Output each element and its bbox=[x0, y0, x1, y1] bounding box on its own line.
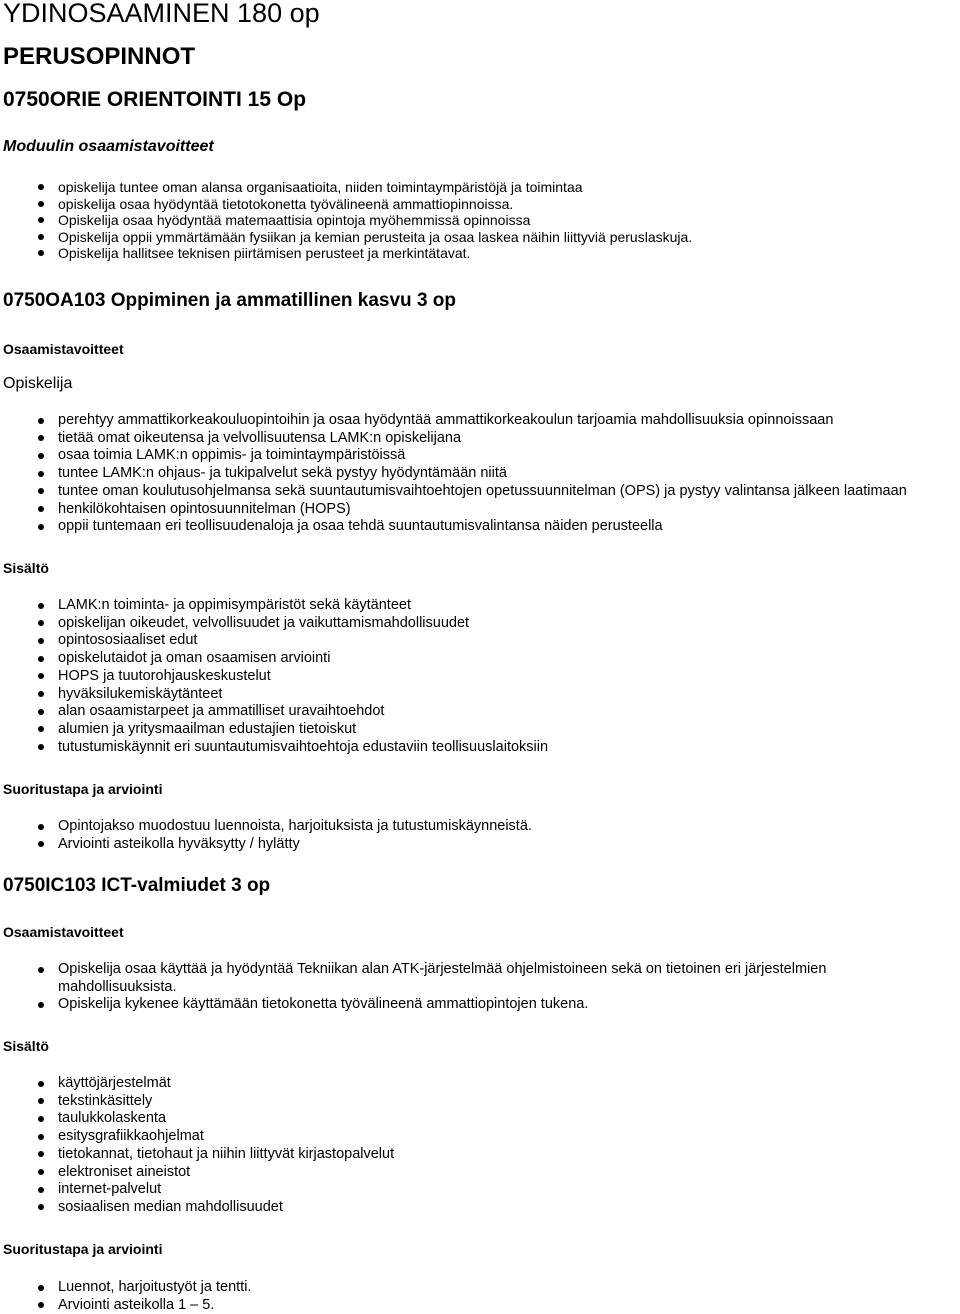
goals-heading: Osaamistavoitteet bbox=[3, 341, 124, 357]
course-content-list bbox=[0, 1075, 394, 1217]
list-item: opintososiaaliset edut bbox=[0, 632, 548, 650]
list-item: tekstinkäsittely bbox=[0, 1093, 394, 1111]
goals-heading: Osaamistavoitteet bbox=[3, 924, 124, 940]
course-goals-list bbox=[0, 961, 898, 1014]
list-item: opiskelija tuntee oman alansa organisaatioita, niiden toimintaympäristöjä ja toimintaa bbox=[0, 179, 692, 196]
list-item: internet-palvelut bbox=[0, 1181, 394, 1199]
list-item: oppii tuntemaan eri teollisuudenaloja ja osaa tehdä suuntautumisvalintansa näiden perusteella bbox=[0, 518, 907, 536]
list-item: HOPS ja tuutorohjauskeskustelut bbox=[0, 668, 548, 686]
list-item: Opiskelija kykenee käyttämään tietokonetta työvälineenä ammattiopintojen tukena. bbox=[0, 996, 898, 1014]
list-item: Arviointi asteikolla 1 – 5. bbox=[0, 1297, 251, 1314]
list-item: alumien ja yritysmaailman edustajien tietoiskut bbox=[0, 721, 548, 739]
list-item: opiskelija osaa hyödyntää tietotokonetta työvälineenä ammattiopinnoissa. bbox=[0, 196, 692, 213]
list-item: Luennot, harjoitustyöt ja tentti. bbox=[0, 1279, 251, 1297]
section-heading: PERUSOPINNOT bbox=[3, 43, 196, 70]
list-item: Opiskelija osaa käyttää ja hyödyntää Tekniikan alan ATK-järjestelmää ohjelmistoineen sekä on tietoinen eri järjestelmien mahdollisuuksista. bbox=[0, 961, 898, 996]
assessment-heading: Suoritustapa ja arviointi bbox=[3, 781, 163, 797]
course-goals-list bbox=[0, 412, 907, 536]
course-title: 0750IC103 ICT-valmiudet 3 op bbox=[3, 875, 271, 896]
list-item: tietokannat, tietohaut ja niihin liittyvät kirjastopalvelut bbox=[0, 1146, 394, 1164]
list-item: osaa toimia LAMK:n oppimis- ja toimintaympäristöissä bbox=[0, 447, 907, 465]
student-label: Opiskelija bbox=[3, 375, 73, 392]
list-item: LAMK:n toiminta- ja oppimisympäristöt sekä käytänteet bbox=[0, 597, 548, 615]
main-heading: YDINOSAAMINEN 180 op bbox=[3, 0, 320, 28]
list-item: tuntee oman koulutusohjelmansa sekä suuntautumisvaihtoehtojen opetussuunnitelman (OPS) ja pystyy valintansa jälkeen laatimaan bbox=[0, 483, 907, 501]
list-item: hyväksilukemiskäytänteet bbox=[0, 686, 548, 704]
list-item: tutustumiskäynnit eri suuntautumisvaihtoehtoja edustaviin teollisuuslaitoksiin bbox=[0, 739, 548, 757]
list-item: Arviointi asteikolla hyväksytty / hylätty bbox=[0, 836, 532, 854]
list-item: henkilökohtaisen opintosuunnitelman (HOPS) bbox=[0, 501, 907, 519]
list-item: elektroniset aineistot bbox=[0, 1164, 394, 1182]
course-title: 0750OA103 Oppiminen ja ammatillinen kasvu 3 op bbox=[3, 290, 457, 311]
list-item: Opintojakso muodostuu luennoista, harjoituksista ja tutustumiskäynneistä. bbox=[0, 818, 532, 836]
list-item: opiskelijan oikeudet, velvollisuudet ja vaikuttamismahdollisuudet bbox=[0, 615, 548, 633]
content-heading: Sisältö bbox=[3, 560, 49, 576]
list-item: taulukkolaskenta bbox=[0, 1110, 394, 1128]
assessment-heading: Suoritustapa ja arviointi bbox=[3, 1241, 163, 1257]
list-item: opiskelutaidot ja oman osaamisen arviointi bbox=[0, 650, 548, 668]
assessment-list bbox=[0, 818, 532, 853]
module-goals-title: Moduulin osaamistavoitteet bbox=[3, 138, 214, 155]
course-content-list bbox=[0, 597, 548, 756]
module-goals-list bbox=[0, 179, 692, 262]
module-heading: 0750ORIE ORIENTOINTI 15 Op bbox=[3, 88, 307, 111]
content-heading: Sisältö bbox=[3, 1038, 49, 1054]
list-item: tietää omat oikeutensa ja velvollisuutensa LAMK:n opiskelijana bbox=[0, 430, 907, 448]
list-item: Opiskelija osaa hyödyntää matemaattisia opintoja myöhemmissä opinnoissa bbox=[0, 212, 692, 229]
list-item: tuntee LAMK:n ohjaus- ja tukipalvelut sekä pystyy hyödyntämään niitä bbox=[0, 465, 907, 483]
list-item: esitysgrafiikkaohjelmat bbox=[0, 1128, 394, 1146]
list-item: perehtyy ammattikorkeakouluopintoihin ja osaa hyödyntää ammattikorkeakoulun tarjoamia mahdollisuuksia opinnoissaan bbox=[0, 412, 907, 430]
list-item: sosiaalisen median mahdollisuudet bbox=[0, 1199, 394, 1217]
list-item: Opiskelija hallitsee teknisen piirtämisen perusteet ja merkintätavat. bbox=[0, 245, 692, 262]
list-item: käyttöjärjestelmät bbox=[0, 1075, 394, 1093]
assessment-list bbox=[0, 1279, 251, 1314]
list-item: Opiskelija oppii ymmärtämään fysiikan ja kemian perusteita ja osaa laskea näihin liittyviä peruslaskuja. bbox=[0, 229, 692, 246]
list-item: alan osaamistarpeet ja ammatilliset uravaihtoehdot bbox=[0, 703, 548, 721]
